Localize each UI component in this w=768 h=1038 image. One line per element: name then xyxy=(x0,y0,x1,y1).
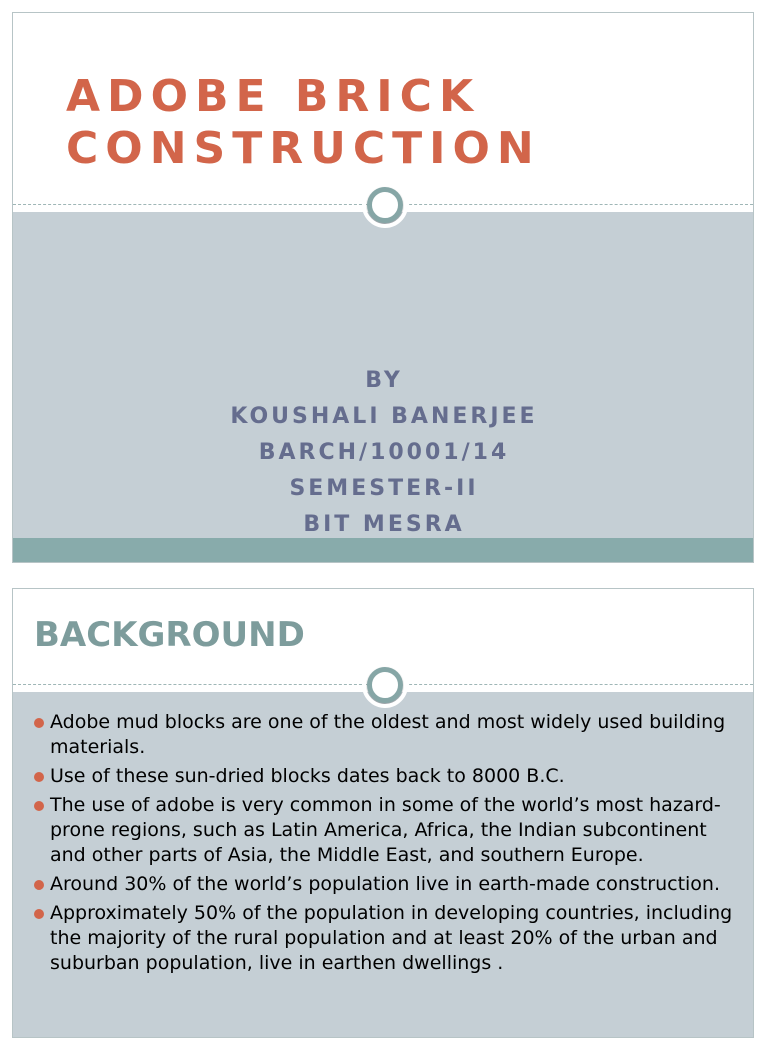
bullet-dot-icon xyxy=(34,772,44,782)
divider-circle-ornament xyxy=(367,187,403,223)
bullet-text: Around 30% of the world’s population live in earth-made construction. xyxy=(50,873,721,895)
title-slide xyxy=(12,12,754,563)
slide-heading: BACKGROUND xyxy=(34,615,305,655)
bullet-dot-icon xyxy=(34,880,44,890)
divider-circle-ornament xyxy=(367,667,403,703)
author-line: BIT MESRA xyxy=(303,512,465,537)
author-line: BY xyxy=(365,368,403,393)
bullet-item xyxy=(33,793,733,868)
bullet-item xyxy=(33,901,733,976)
author-line: BARCH/10001/14 xyxy=(258,440,510,465)
background-slide xyxy=(12,588,754,1038)
bullet-dot-icon xyxy=(34,909,44,919)
bullet-dot-icon xyxy=(34,718,44,728)
bullet-item xyxy=(33,764,733,789)
bullet-list xyxy=(33,710,733,980)
bullet-text: Use of these sun-dried blocks dates back to 8000 B.C. xyxy=(50,765,565,787)
bullet-text: Approximately 50% of the population in developing countries, including the majority of the rural population and at least 20% of the urban and suburban population, live in earthen dwellings . xyxy=(50,902,733,974)
bullet-text: Adobe mud blocks are one of the oldest and most widely used building materials. xyxy=(50,711,726,758)
bullet-item xyxy=(33,872,733,897)
bullet-item xyxy=(33,710,733,760)
author-line: KOUSHALI BANERJEE xyxy=(230,404,538,429)
title-area xyxy=(13,13,753,205)
author-block xyxy=(12,363,754,543)
bullet-dot-icon xyxy=(34,801,44,811)
bullet-text: The use of adobe is very common in some of the world’s most hazard-prone regions, such as Latin America, Africa, the Indian subcontinent and other parts of Asia, the Middle East, and southern Europe. xyxy=(50,794,721,866)
author-line: SEMESTER-II xyxy=(289,476,479,501)
slide-title: ADOBE BRICK CONSTRUCTION xyxy=(66,71,541,174)
